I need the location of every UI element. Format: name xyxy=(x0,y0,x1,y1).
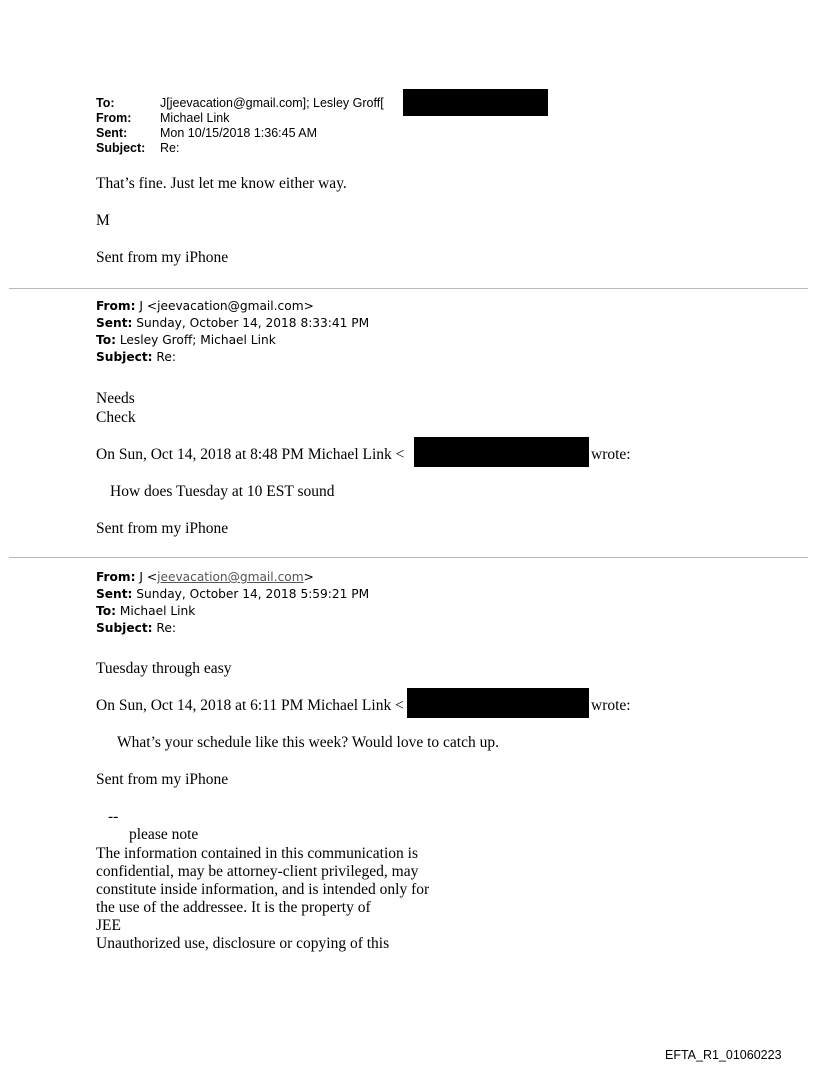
quote-intro: On Sun, Oct 14, 2018 at 8:48 PM Michael Link < xyxy=(96,446,405,463)
quote-intro: On Sun, Oct 14, 2018 at 6:11 PM Michael Link < xyxy=(96,697,404,714)
disclaimer-line: JEE xyxy=(96,917,121,934)
quote-wrote: wrote: xyxy=(591,697,631,714)
sent-label: Sent: xyxy=(96,316,133,330)
subject-label: Subject: xyxy=(96,621,153,635)
email1-body-line: That’s fine. Just let me know either way. xyxy=(96,175,347,192)
quoted-text: How does Tuesday at 10 EST sound xyxy=(110,483,335,500)
subject-value: Re: xyxy=(160,141,180,155)
redaction-box xyxy=(414,437,589,467)
quoted-text: What’s your schedule like this week? Would love to catch up. xyxy=(117,734,499,751)
sent-label: Sent: xyxy=(96,587,133,601)
disclaimer-line: The information contained in this communication is xyxy=(96,845,418,862)
separator-rule xyxy=(9,557,808,558)
disclaimer-line: the use of the addressee. It is the property of xyxy=(96,899,371,916)
email-link[interactable]: jeevacation@gmail.com xyxy=(157,570,304,584)
sent-value: Mon 10/15/2018 1:36:45 AM xyxy=(160,126,318,140)
email3-body: Tuesday through easy xyxy=(96,660,232,677)
quote-wrote: wrote: xyxy=(591,446,631,463)
to-label: To: xyxy=(96,96,115,110)
to-label: To: xyxy=(96,604,116,618)
from-label: From: xyxy=(96,299,136,313)
sent-label: Sent: xyxy=(96,126,128,140)
email1-body-line: M xyxy=(96,212,110,229)
sent-value: Sunday, October 14, 2018 5:59:21 PM xyxy=(132,587,370,601)
redaction-box xyxy=(403,89,548,116)
from-label: From: xyxy=(96,111,132,125)
email1-header xyxy=(96,96,384,156)
bates-number: EFTA_R1_01060223 xyxy=(665,1048,782,1062)
email3-signature: Sent from my iPhone xyxy=(96,771,229,788)
email2-body-line: Check xyxy=(96,409,136,426)
disclaimer-line: Unauthorized use, disclosure or copying of this xyxy=(96,935,390,952)
to-value: J[jeevacation@gmail.com]; Lesley Groff[ xyxy=(160,96,384,110)
from-value-prefix: J < xyxy=(135,570,158,584)
from-value-suffix: > xyxy=(303,570,314,584)
email3-header xyxy=(96,569,369,637)
to-value: Lesley Groff; Michael Link xyxy=(115,333,276,347)
subject-value: Re: xyxy=(152,621,176,635)
sent-value: Sunday, October 14, 2018 8:33:41 PM xyxy=(132,316,370,330)
from-label: From: xyxy=(96,570,136,584)
email1-signature: Sent from my iPhone xyxy=(96,249,229,266)
to-label: To: xyxy=(96,333,116,347)
to-value: Michael Link xyxy=(115,604,196,618)
email2-signature: Sent from my iPhone xyxy=(96,520,229,537)
signature-dash: -- xyxy=(108,808,119,825)
disclaimer-line: confidential, may be attorney-client privileged, may xyxy=(96,863,419,880)
from-value: J <jeevacation@gmail.com> xyxy=(135,299,314,313)
separator-rule xyxy=(9,288,808,289)
email2-header xyxy=(96,298,369,366)
redaction-box xyxy=(407,688,589,718)
from-value: Michael Link xyxy=(160,111,230,125)
subject-label: Subject: xyxy=(96,141,146,155)
disclaimer-line: constitute inside information, and is intended only for xyxy=(96,881,430,898)
disclaimer-line: please note xyxy=(129,826,199,843)
subject-value: Re: xyxy=(152,350,176,364)
email2-body-line: Needs xyxy=(96,390,135,407)
subject-label: Subject: xyxy=(96,350,153,364)
